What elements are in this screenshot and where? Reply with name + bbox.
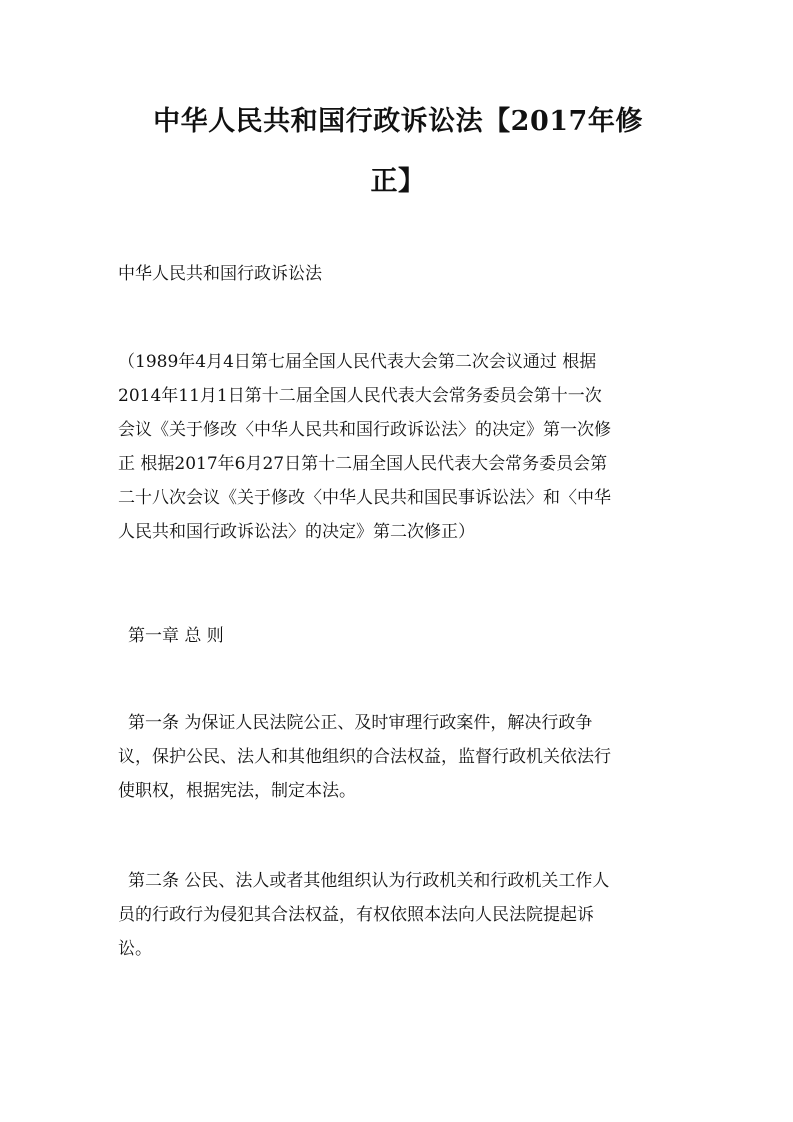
preamble-line: 二十八次会议《关于修改〈中华人民共和国民事诉讼法〉和〈中华 [118, 488, 611, 508]
preamble-line: 会议《关于修改〈中华人民共和国行政诉讼法〉的决定》第一次修 [118, 420, 611, 440]
article-line: 员的行政行为侵犯其合法权益，有权依照本法向人民法院提起诉 [118, 905, 594, 925]
document-title [118, 92, 678, 212]
law-name: 中华人民共和国行政诉讼法 [118, 264, 322, 284]
article-line: 讼。 [118, 939, 152, 959]
title-line: 正】 [370, 166, 426, 197]
preamble-paragraph [118, 345, 688, 549]
article-line: 第一条 为保证人民法院公正、及时审理行政案件，解决行政争 [128, 713, 593, 733]
preamble-line: 2014年11月1日第十二届全国人民代表大会常务委员会第十一次 [118, 386, 602, 406]
preamble-line: 人民共和国行政诉讼法〉的决定》第二次修正） [118, 522, 475, 542]
title-line: 中华人民共和国行政诉讼法【2017年修 [153, 106, 643, 137]
preamble-line: （1989年4月4日第七届全国人民代表大会第二次会议通过 根据 [118, 352, 597, 372]
article-line: 议，保护公民、法人和其他组织的合法权益，监督行政机关依法行 [118, 747, 611, 767]
article-line: 使职权，根据宪法，制定本法。 [118, 781, 356, 801]
preamble-line: 正 根据2017年6月27日第十二届全国人民代表大会常务委员会第 [118, 454, 608, 474]
article-1-paragraph [118, 706, 688, 808]
chapter-heading: 第一章 总 则 [128, 626, 224, 646]
article-2-paragraph [118, 864, 688, 966]
article-line: 第二条 公民、法人或者其他组织认为行政机关和行政机关工作人 [128, 871, 610, 891]
